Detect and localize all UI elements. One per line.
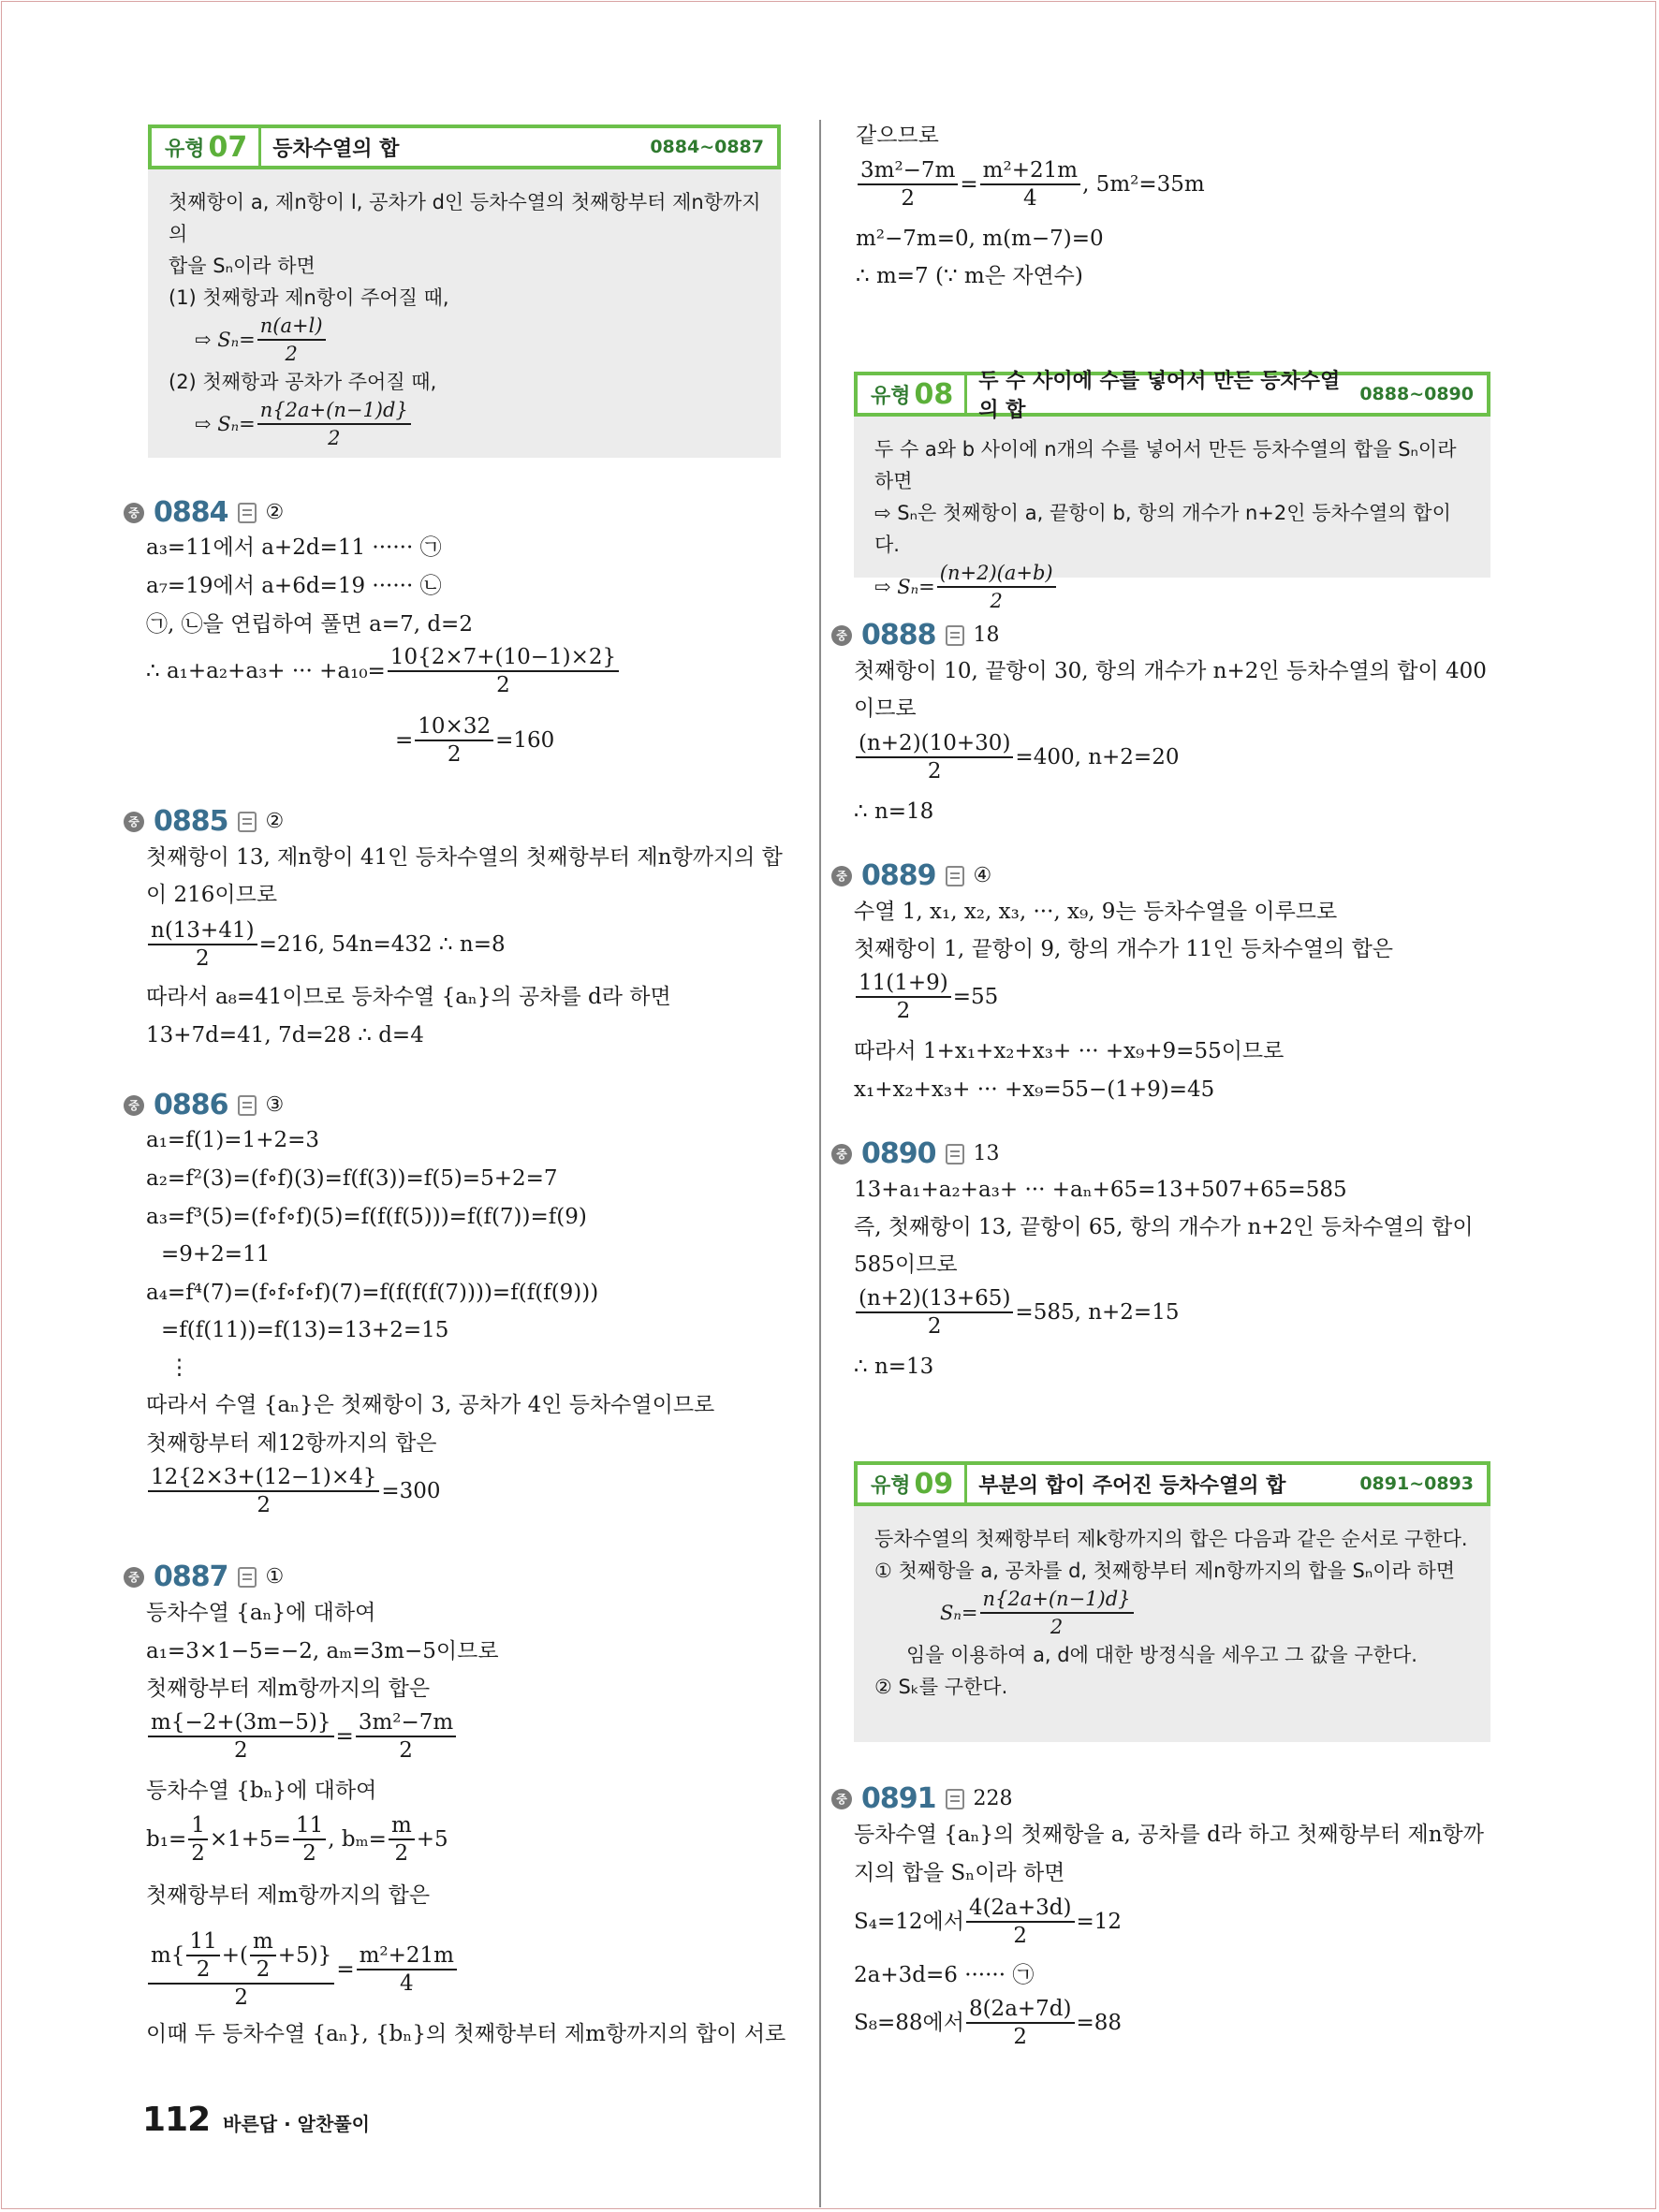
solution-line: S₈=88에서 $\frac{8(2a+7d)}{2}$ =88	[854, 1997, 1123, 2049]
problem-header-0891	[831, 1782, 1013, 1815]
problem-header-0884	[124, 496, 284, 529]
solution-line: 13+7d=41, 7d=28 ∴ d=4	[146, 1023, 424, 1047]
fraction: $\frac{4(2a+3d)}{2}$	[966, 1895, 1075, 1949]
difficulty-mark: 중	[831, 866, 852, 886]
type-tag: 유형 08	[858, 375, 967, 413]
fraction: $\frac{\text{3m²−7m}}{2}$	[356, 1709, 456, 1764]
answer-icon	[946, 1789, 964, 1809]
book-title: 바른답 · 알찬풀이	[223, 2113, 370, 2135]
fraction: $\frac{\text{m²+21m}}{4}$	[980, 157, 1080, 212]
fraction: $\frac{11(1+9)}{2}$	[856, 970, 951, 1024]
problem-number: 0890	[861, 1137, 936, 1170]
solution-line: =9+2=11	[161, 1242, 271, 1267]
type-header	[854, 1461, 1490, 1506]
page-number: 112	[142, 2101, 211, 2139]
solution-line: 따라서 a₈=41이므로 등차수열 {aₙ}의 공차를 d라 하면	[146, 985, 671, 1009]
solution-line: ㉠, ㉡을 연립하여 풀면 a=7, d=2	[146, 612, 473, 637]
fraction: $\frac{(n+2)(13+65)}{2}$	[856, 1285, 1013, 1340]
solution-line: 13+a₁+a₂+a₃+ ··· +aₙ+65=13+507+65=585	[854, 1178, 1347, 1202]
solution-line: $\frac{n(13+41)}{2}$ =216, 54n=432 ∴ n=8	[146, 917, 506, 972]
answer-icon	[946, 625, 964, 646]
type-title: 부분의 합이 주어진 등차수열의 합	[978, 1473, 1286, 1498]
problem-number: 0891	[861, 1782, 936, 1815]
type-box-09	[854, 1461, 1490, 1742]
solution-line: $\frac{12\{2\times 3+(12-1)\times 4\}}{2}$ =300	[146, 1464, 441, 1518]
problem-answer: 18	[973, 623, 1000, 647]
solution-line: 같으므로	[856, 124, 939, 148]
difficulty-mark: 중	[124, 1567, 144, 1588]
solution-line: 585이므로	[854, 1252, 958, 1277]
solution-line: 첫째항부터 제12항까지의 합은	[146, 1431, 437, 1456]
problem-answer: ②	[265, 810, 285, 833]
difficulty-mark: 중	[124, 503, 144, 523]
solution-line: 이 216이므로	[146, 883, 278, 907]
problem-answer: ①	[265, 1565, 285, 1589]
problem-header-0889	[831, 859, 991, 892]
fraction: $\frac{n(13+41)}{2}$	[148, 917, 257, 972]
type-text: 두 수 a와 b 사이에 n개의 수를 넣어서 만든 등차수열의 합을 Sₙ이라 하면	[874, 438, 1457, 492]
problem-header-0888	[831, 619, 1000, 652]
solution-line: a₃=11에서 a+2d=11 ······ ㉠	[146, 535, 442, 560]
solution-line: ∴ n=13	[854, 1355, 934, 1379]
solution-line: 첫째항이 10, 끝항이 30, 항의 개수가 n+2인 등차수열의 합이 400	[854, 659, 1487, 683]
solution-line: $\frac{(n+2)(13+65)}{2}$ =585, n+2=15	[854, 1285, 1179, 1340]
solution-line: a₁=f(1)=1+2=3	[146, 1128, 320, 1152]
type-title: 등차수열의 합	[272, 137, 400, 161]
type-text: ① 첫째항을 a, 공차를 d, 첫째항부터 제n항까지의 합을 Sₙ이라 하면	[874, 1560, 1456, 1582]
problem-answer: ④	[973, 864, 992, 887]
fraction: $\frac{10\{2\times 7+(10-1)\times 2\}}{2}$	[388, 644, 619, 698]
type-body	[874, 433, 1474, 613]
problem-header-0890	[831, 1137, 1000, 1170]
problem-number: 0884	[154, 496, 228, 529]
problem-answer: ③	[265, 1093, 285, 1117]
formula-text: Sₙ=	[940, 1602, 978, 1624]
fraction: $\frac{(n+2)(10+30)}{2}$	[856, 730, 1013, 784]
fraction: $\frac{n(a+l)}{2}$	[257, 313, 326, 367]
solution-line: ∴ m=7 (∵ m은 자연수)	[856, 264, 1083, 288]
difficulty-mark: 중	[831, 1144, 852, 1165]
solution-line: 따라서 1+x₁+x₂+x₃+ ··· +x₉+9=55이므로	[854, 1039, 1285, 1063]
answer-icon	[238, 1567, 257, 1588]
solution-line: =f(f(11))=f(13)=13+2=15	[161, 1318, 449, 1342]
type-text: ⇨ Sₙ은 첫째항이 a, 끝항이 b, 항의 개수가 n+2인 등차수열의 합이다.	[874, 502, 1451, 556]
solution-line: 이므로	[854, 696, 917, 721]
difficulty-mark: 중	[124, 1095, 144, 1116]
solution-line: 첫째항부터 제m항까지의 합은	[146, 1883, 431, 1908]
solution-line: m{ $\frac{11}{2}$ +( $\frac{m}{2}$ +5)} 2 = $\frac{\text{m²+21m}}{4}$	[146, 1928, 459, 2011]
type-box-07	[148, 125, 781, 458]
solution-line: a₃=f³(5)=(f∘f∘f)(5)=f(f(f(5)))=f(f(7))=f(9)	[146, 1205, 587, 1229]
solution-line: 즉, 첫째항이 13, 끝항이 65, 항의 개수가 n+2인 등차수열의 합이	[854, 1215, 1474, 1239]
solution-line: ⋮	[169, 1355, 190, 1380]
solution-line: 2a+3d=6 ······ ㉠	[854, 1963, 1035, 1987]
solution-line: 첫째항부터 제m항까지의 합은	[146, 1677, 431, 1701]
solution-line: 지의 합을 Sₙ이라 하면	[854, 1861, 1065, 1885]
formula-row	[169, 398, 764, 450]
type-range: 0884~0887	[650, 137, 764, 157]
type-body	[874, 1523, 1474, 1703]
fraction: $\frac{m\{-2+(3m-5)\}}{2}$	[148, 1709, 334, 1764]
problem-number: 0885	[154, 805, 228, 838]
formula-row	[874, 1587, 1474, 1639]
problem-number: 0887	[154, 1560, 228, 1593]
type-text: 첫째항이 a, 제n항이 l, 공차가 d인 등차수열의 첫째항부터 제n항까지의	[169, 191, 761, 245]
answer-icon	[946, 866, 964, 886]
solution-line: a₄=f⁴(7)=(f∘f∘f∘f)(7)=f(f(f(f(7))))=f(f(f(9)))	[146, 1281, 599, 1305]
solution-line: ∴ n=18	[854, 799, 934, 824]
solution-line: $\frac{m\{-2+(3m-5)\}}{2}$ = $\frac{\text{3m²−7m}}{2}$	[146, 1709, 458, 1764]
type-text: 임을 이용하여 a, d에 대한 방정식을 세우고 그 값을 구한다.	[906, 1644, 1417, 1666]
solution-line: a₁=3×1−5=−2, aₘ=3m−5이므로	[146, 1639, 499, 1663]
type-header	[854, 370, 1490, 422]
solution-line: S₄=12에서 $\frac{4(2a+3d)}{2}$ =12	[854, 1896, 1123, 1948]
solution-line: a₇=19에서 a+6d=19 ······ ㉡	[146, 574, 442, 598]
fraction: $\frac{(n+2)(a+b)}{2}$	[937, 560, 1056, 614]
solution-line: $\frac{\text{3m²−7m}}{2}$ = $\frac{\text{m²+21m}}{4}$ , 5m²=35m	[856, 157, 1205, 212]
solution-line: ∴ a₁+a₂+a₃+ ··· +a₁₀= $\frac{10\{2\times 7+(10-1)\times 2\}}{2}$	[146, 644, 621, 698]
type-title: 두 수 사이에 수를 넣어서 만든 등차수열의 합	[978, 370, 1341, 422]
solution-line: 수열 1, x₁, x₂, x₃, ···, x₉, 9는 등차수열을 이루므로	[854, 900, 1338, 924]
problem-answer: 13	[973, 1142, 1000, 1165]
problem-header-0887	[124, 1560, 284, 1593]
problem-number: 0888	[861, 619, 936, 652]
type-tag: 유형 09	[858, 1465, 967, 1502]
type-text: 합을 Sₙ이라 하면	[169, 255, 316, 277]
answer-icon	[946, 1144, 964, 1165]
solution-line: $\frac{11(1+9)}{2}$ =55	[854, 970, 998, 1024]
formula-text: ⇨ Sₙ=	[195, 329, 256, 351]
solution-line: a₂=f²(3)=(f∘f)(3)=f(f(3))=f(5)=5+2=7	[146, 1166, 558, 1191]
type-range: 0888~0890	[1359, 384, 1474, 404]
formula-text: ⇨ Sₙ=	[874, 576, 935, 598]
page-footer	[142, 2101, 370, 2139]
type-box-08	[854, 370, 1490, 612]
formula-text: ⇨ Sₙ=	[195, 413, 256, 435]
column-divider	[819, 120, 821, 2207]
solution-line: $\frac{(n+2)(10+30)}{2}$ =400, n+2=20	[854, 730, 1179, 784]
fraction: $\frac{8(2a+7d)}{2}$	[966, 1996, 1075, 2050]
solution-line: = $\frac{10\times 32}{2}$ =160	[395, 714, 555, 767]
solution-line: x₁+x₂+x₃+ ··· +x₉=55−(1+9)=45	[854, 1077, 1215, 1102]
solution-line: m²−7m=0, m(m−7)=0	[856, 227, 1104, 251]
solution-line: 첫째항이 13, 제n항이 41인 등차수열의 첫째항부터 제n항까지의 합	[146, 845, 783, 870]
problem-answer: ②	[265, 501, 285, 524]
problem-header-0885	[124, 805, 284, 838]
problem-answer: 228	[973, 1787, 1013, 1810]
solution-line: 등차수열 {aₙ}의 첫째항을 a, 공차를 d라 하고 첫째항부터 제n항까	[854, 1823, 1484, 1847]
answer-icon	[238, 1095, 257, 1116]
fraction: $\frac{1}{2}$	[188, 1812, 208, 1867]
difficulty-mark: 중	[831, 625, 852, 646]
solution-line: b₁= $\frac{1}{2}$ ×1+5= $\frac{11}{2}$ , bₘ= $\frac{m}{2}$ +5	[146, 1813, 448, 1866]
difficulty-mark: 중	[124, 812, 144, 832]
fraction: $\frac{n\{2a+(n-1)d\}}{2}$	[980, 1586, 1134, 1640]
problem-number: 0889	[861, 859, 936, 892]
type-header	[148, 125, 781, 169]
formula-row	[169, 314, 764, 366]
difficulty-mark: 중	[831, 1789, 852, 1809]
solution-line: 등차수열 {aₙ}에 대하여	[146, 1601, 376, 1625]
solution-line: 이때 두 등차수열 {aₙ}, {bₙ}의 첫째항부터 제m항까지의 합이 서로	[146, 2022, 786, 2046]
answer-icon	[238, 812, 257, 832]
solution-line: 등차수열 {bₙ}에 대하여	[146, 1779, 377, 1803]
type-text: 등차수열의 첫째항부터 제k항까지의 합은 다음과 같은 순서로 구한다.	[874, 1528, 1468, 1550]
type-text: ② Sₖ를 구한다.	[874, 1676, 1008, 1698]
formula-row	[874, 561, 1474, 613]
problem-header-0886	[124, 1089, 284, 1121]
type-tag: 유형 07	[152, 128, 261, 166]
fraction: m{ $\frac{11}{2}$ +( $\frac{m}{2}$ +5)} 2	[148, 1928, 334, 2011]
type-text: (1) 첫째항과 제n항이 주어질 때,	[169, 286, 449, 309]
fraction: $\frac{\text{m²+21m}}{4}$	[357, 1942, 457, 1997]
fraction: $\frac{\text{3m²−7m}}{2}$	[858, 157, 958, 212]
type-body	[169, 186, 764, 450]
solution-line: 첫째항이 1, 끝항이 9, 항의 개수가 11인 등차수열의 합은	[854, 937, 1394, 961]
problem-number: 0886	[154, 1089, 228, 1121]
answer-icon	[238, 503, 257, 523]
solution-line: 따라서 수열 {aₙ}은 첫째항이 3, 공차가 4인 등차수열이므로	[146, 1393, 715, 1417]
fraction: $\frac{10\times 32}{2}$	[415, 713, 493, 768]
fraction: $\frac{n\{2a+(n-1)d\}}{2}$	[257, 397, 411, 451]
fraction: $\frac{m}{2}$	[389, 1812, 415, 1867]
type-text: (2) 첫째항과 공차가 주어질 때,	[169, 371, 437, 393]
fraction: $\frac{12\{2\times 3+(12-1)\times 4\}}{2}$	[148, 1464, 379, 1518]
fraction: $\frac{11}{2}$	[293, 1812, 326, 1867]
type-range: 0891~0893	[1359, 1473, 1474, 1494]
